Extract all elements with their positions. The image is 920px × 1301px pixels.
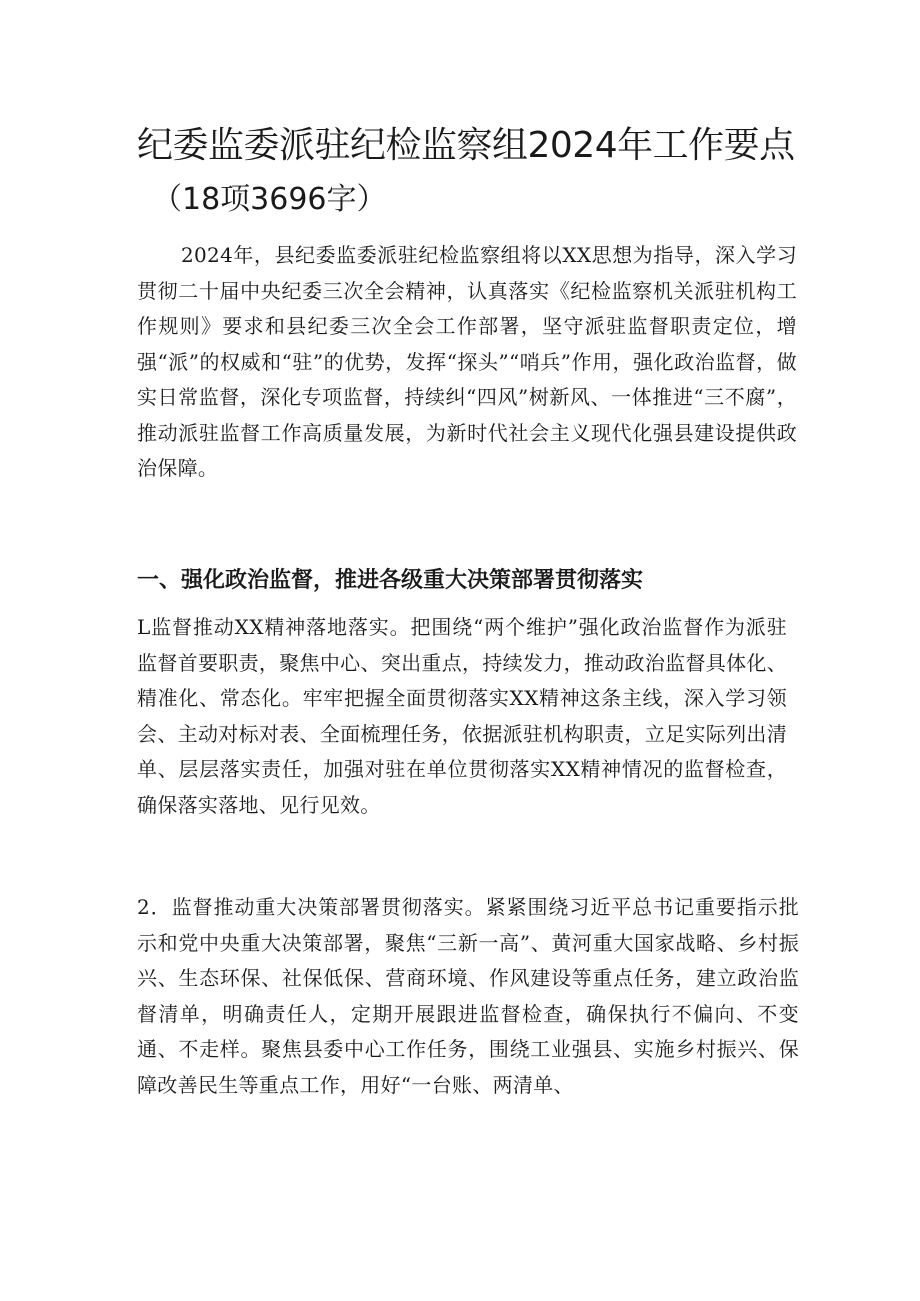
item-2-paragraph: 2．监督推动重大决策部署贯彻落实。紧紧围绕习近平总书记重要指示批示和党中央重大决策部署，聚焦“三新一高”、黄河重大国家战略、乡村振兴、生态环保、社保低保、营商环境、作风建设等重点任务，建立政治监督清单，明确责任人，定期开展跟进监督检查，确保执行不偏向、不变通、不走样。聚焦县委中心工作任务，围绕工业强县、实施乡村振兴、保障改善民生等重点工作，用好“一台账、两清单、	[137, 895, 799, 1097]
document-title: 纪委监委派驻纪检监察组2024年工作要点	[137, 125, 795, 166]
item-1-paragraph: L监督推动XX精神落地落实。把围绕“两个维护”强化政治监督作为派驻监督首要职责，聚焦中心、突出重点，持续发力，推动政治监督具体化、精准化、常态化。牢牢把握全面贯彻落实XX精神这条主线，深入学习领会、主动对标对表、全面梳理任务，依据派驻机构职责，立足实际列出清单、层层落实责任，加强对驻在单位贯彻落实XX精神情况的监督检查，确保落实落地、见行见效。	[137, 615, 787, 817]
intro-paragraph: 2024年，县纪委监委派驻纪检监察组将以XX思想为指导，深入学习贯彻二十届中央纪委三次全会精神，认真落实《纪检监察机关派驻机构工作规则》要求和县纪委三次全会工作部署，坚守派驻监督职责定位，增强“派”的权威和“驻”的优势，发挥“探头”“哨兵”作用，强化政治监督，做实日常监督，深化专项监督，持续纠“四风”树新风、一体推进“三不腐”，推动派驻监督工作高质量发展，为新时代社会主义现代化强县建设提供政治保障。	[137, 243, 797, 480]
document-subtitle: （18项3696字）	[152, 182, 387, 217]
section-heading: 一、强化政治监督，推进各级重大决策部署贯彻落实	[137, 568, 644, 593]
